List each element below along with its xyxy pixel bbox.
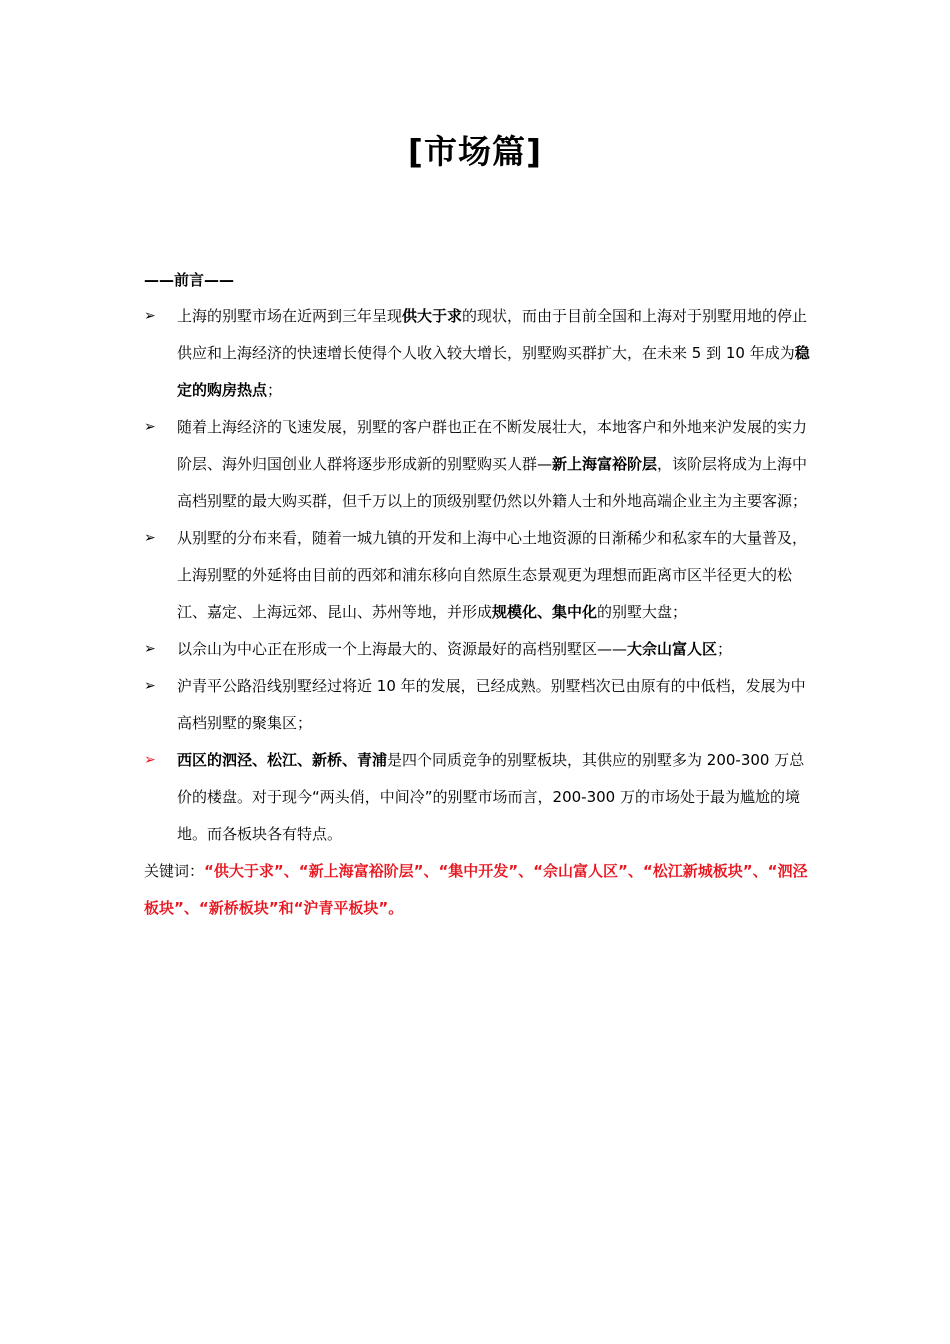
bullet-text-3b: 的别墅大盘； <box>597 603 688 621</box>
arrowhead-bullet-icon: ➢ <box>144 678 156 694</box>
arrowhead-bullet-icon: ➢ <box>144 308 156 324</box>
bullet-bold-1b: 稳定的购房热点 <box>177 344 810 399</box>
bullet-bold-4a: 大佘山富人区 <box>627 640 718 658</box>
arrowhead-bullet-icon: ➢ <box>144 641 156 657</box>
bullet-text-3a: 从别墅的分布来看，随着一城九镇的开发和上海中心土地资源的日渐稀少和私家车的大量普及，上海别墅的外延将由目前的西郊和浦东移向自然原生态景观更为理想而距离市区半径更大的松江、嘉定、上海远郊、昆山、苏州等地，并形成 <box>177 529 808 621</box>
preface-content <box>144 298 816 927</box>
bullet-text-5a: 沪青平公路沿线别墅经过将近 10 年的发展，已经成熟。别墅档次已由原有的中低档，发展为中高档别墅的聚集区； <box>177 677 806 732</box>
bullet-text-1b: 的现状，而由于目前全国和上海对于别墅用地的停止供应和上海经济的快速增长使得个人收入较大增长，别墅购买群扩大，在未来 5 到 10 年成为 <box>177 307 808 362</box>
bullet-text-2b: ，该阶层将成为上海中高档别墅的最大购买群，但千万以上的顶级别墅仍然以外籍人士和外地高端企业主为主要客源； <box>177 455 808 510</box>
bullet-bold-6a: 西区的泗泾、松江、新桥、青浦 <box>177 751 388 769</box>
keywords-label: 关键词： <box>144 862 205 880</box>
bullet-bold-1a: 供大于求 <box>402 307 463 325</box>
keywords-line <box>144 853 816 927</box>
arrowhead-bullet-icon-red: ➢ <box>144 752 156 768</box>
bullet-item-3 <box>144 520 816 631</box>
bullet-text-4a: 以佘山为中心正在形成一个上海最大的、资源最好的高档别墅区—— <box>177 640 628 658</box>
bullet-text-2a: 随着上海经济的飞速发展，别墅的客户群也正在不断发展壮大，本地客户和外地来沪发展的实力阶层、海外归国创业人群将逐步形成新的别墅购买人群— <box>177 418 808 473</box>
bullet-text-1a: 上海的别墅市场在近两到三年呈现 <box>177 307 403 325</box>
arrowhead-bullet-icon: ➢ <box>144 419 156 435</box>
bullet-item-6 <box>144 742 816 853</box>
bullet-bold-3a: 规模化、集中化 <box>492 603 598 621</box>
bullet-bold-2a: 新上海富裕阶层 <box>552 455 658 473</box>
arrowhead-bullet-icon: ➢ <box>144 530 156 546</box>
bullet-text-4b: ； <box>717 640 733 658</box>
bullet-item-1 <box>144 298 816 409</box>
bullet-item-2 <box>144 409 816 520</box>
bullet-item-5 <box>144 668 816 742</box>
bullet-item-4 <box>144 631 816 668</box>
bullet-text-6a: 是四个同质竞争的别墅板块，其供应的别墅多为 200-300 万总价的楼盘。对于现今“两头俏，中间冷”的别墅市场而言，200-300 万的市场处于最为尴尬的境地。而各板块各有特点。 <box>177 751 805 843</box>
page-title: [市场篇] <box>407 132 543 171</box>
section-heading-preface: ——前言—— <box>144 271 235 289</box>
bullet-text-1c: ； <box>267 381 283 399</box>
keywords-terms: “供大于求”、“新上海富裕阶层”、“集中开发”、“佘山富人区”、“松江新城板块”、“泗泾板块”、“新桥板块”和“沪青平板块”。 <box>144 862 808 917</box>
